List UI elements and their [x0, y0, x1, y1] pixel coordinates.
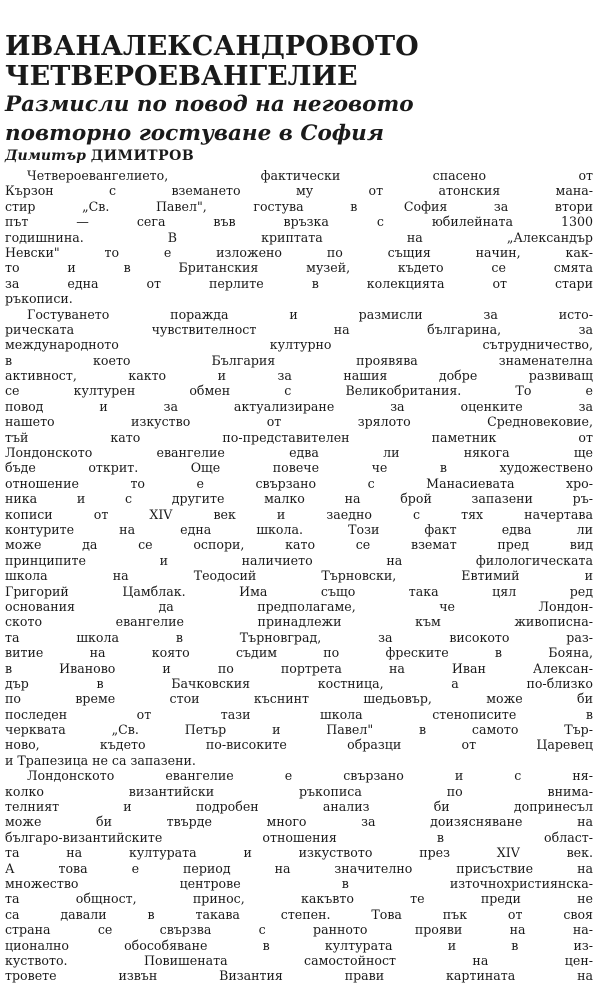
body-line: отношение то е свързано с Манасиевата хро- — [5, 475, 593, 491]
body-line: кописи от XIV век и заедно с тях начертава — [5, 506, 593, 522]
body-line: витие на която съдим по фреските в Бояна, — [5, 645, 593, 661]
author-first-name: Димитър — [5, 148, 86, 164]
article-body — [5, 168, 593, 984]
body-line: принципите и наличието на филологическата — [5, 552, 593, 568]
body-line: повод и за актуализиране за оценките за — [5, 398, 593, 414]
body-line: телният и подробен анализ би допринесъл — [5, 799, 593, 815]
title-line: ИВАНАЛЕКСАНДРОВОТО — [5, 31, 419, 62]
body-line: може би твърде много за доизясняване на — [5, 814, 593, 830]
body-line: тъй като по-представителен паметник от — [5, 429, 593, 445]
author-byline — [5, 148, 194, 164]
body-line: българо-византийските отношения в област- — [5, 829, 593, 845]
body-line: Григорий Цамблак. Има също така цял ред — [5, 583, 593, 599]
body-line: и Трапезица не са запазени. — [5, 752, 196, 768]
title-line: ЧЕТВЕРОЕВАНГЕЛИЕ — [5, 61, 358, 92]
body-line: стир „Св. Павел", гостува в София за втори — [5, 198, 593, 214]
body-line: та на културата и изкуството през XIV век. — [5, 845, 593, 861]
body-line: по време стои къснинт шедьовър, може би — [5, 691, 593, 707]
body-line: последен от тази школа стенописите в — [5, 706, 593, 722]
body-line: в Ивановo и по портрета на Иван Алексан- — [5, 660, 593, 676]
body-line: Лондонското евангелие е свързано и с ня- — [27, 768, 593, 784]
body-line: ника и с другите малко на брой запазени ръ- — [5, 491, 593, 507]
body-line: основания да предполагаме, че Лондон- — [5, 598, 593, 614]
article-subtitle — [5, 90, 597, 148]
body-line: то и в Британския музей, където се смята — [5, 260, 593, 276]
body-line: ръкописи. — [5, 291, 73, 307]
body-line: та общност, принос, какъвто те преди не — [5, 891, 593, 907]
body-line: школа на Теодосий Търновски, Евтимий и — [5, 568, 593, 584]
body-line: за една от перлите в колекцията от стари — [5, 275, 593, 291]
body-line: Четвероевангелието, фактически спасено от — [27, 168, 593, 183]
body-line: куството. Повишената самостойност на цен- — [5, 952, 593, 968]
body-line: годишнина. В криптата на „Александър — [5, 229, 593, 245]
body-line: контурите на една школа. Този факт едва ли — [5, 521, 593, 537]
body-line: черквата „Св. Петър и Павел" в самото Тър- — [5, 722, 593, 738]
body-line: тровете извън Византия прави картината на — [5, 968, 593, 984]
author-last-name: ДИМИТРОВ — [90, 148, 195, 164]
body-line: Гостуването поражда и размисли за исто- — [27, 306, 593, 322]
body-line: рическата чувствителност на българина, за — [5, 321, 593, 337]
body-line: в което България проявява знаменателна — [5, 352, 593, 368]
body-line: колко византийски ръкописа по внима- — [5, 783, 593, 799]
body-line: ското евангелие принадлежи към живописна- — [5, 614, 593, 630]
body-line: международното културно сътрудничество, — [5, 337, 593, 353]
subtitle-line: повторно гостуване в София — [5, 121, 384, 146]
body-line: ционално обособяване в културата и в из- — [5, 937, 593, 953]
body-line: път — сега във връзка с юбилейната 1300 — [5, 214, 593, 230]
body-line: А това е период на значително присъствие на — [5, 860, 593, 876]
body-line: нашето изкуство от зрялото Средновековие, — [5, 414, 593, 430]
body-line: Лондонското евангелие едва ли някога ще — [5, 445, 593, 461]
body-line: Кързон с вземането му от атонския мана- — [5, 183, 593, 199]
body-line: бъде открит. Още повече че в художествено — [5, 460, 593, 476]
body-line: се културен обмен с Великобритания. То е — [5, 383, 593, 399]
body-line: страна се свързва с ранното прояви на на- — [5, 922, 593, 938]
body-line: множество центрове в източнохристиянска- — [5, 875, 593, 891]
body-line: дър в Бачковския костница, а по-близко — [5, 675, 593, 691]
body-line: може да се оспори, като се вземат пред вид — [5, 537, 593, 553]
body-line: Невски" то е изложено по същия начин, как- — [5, 244, 593, 260]
article-title — [5, 32, 595, 92]
body-line: та школа в Търновград, за високото раз- — [5, 629, 593, 645]
body-line: активност, както и за нашия добре развиващ — [5, 368, 593, 384]
subtitle-line: Размисли по повод на неговото — [5, 92, 414, 117]
body-line: ново, където по-високите образци от Царевец — [5, 737, 593, 753]
body-line: са давали в такава степен. Това пък от своя — [5, 906, 593, 922]
